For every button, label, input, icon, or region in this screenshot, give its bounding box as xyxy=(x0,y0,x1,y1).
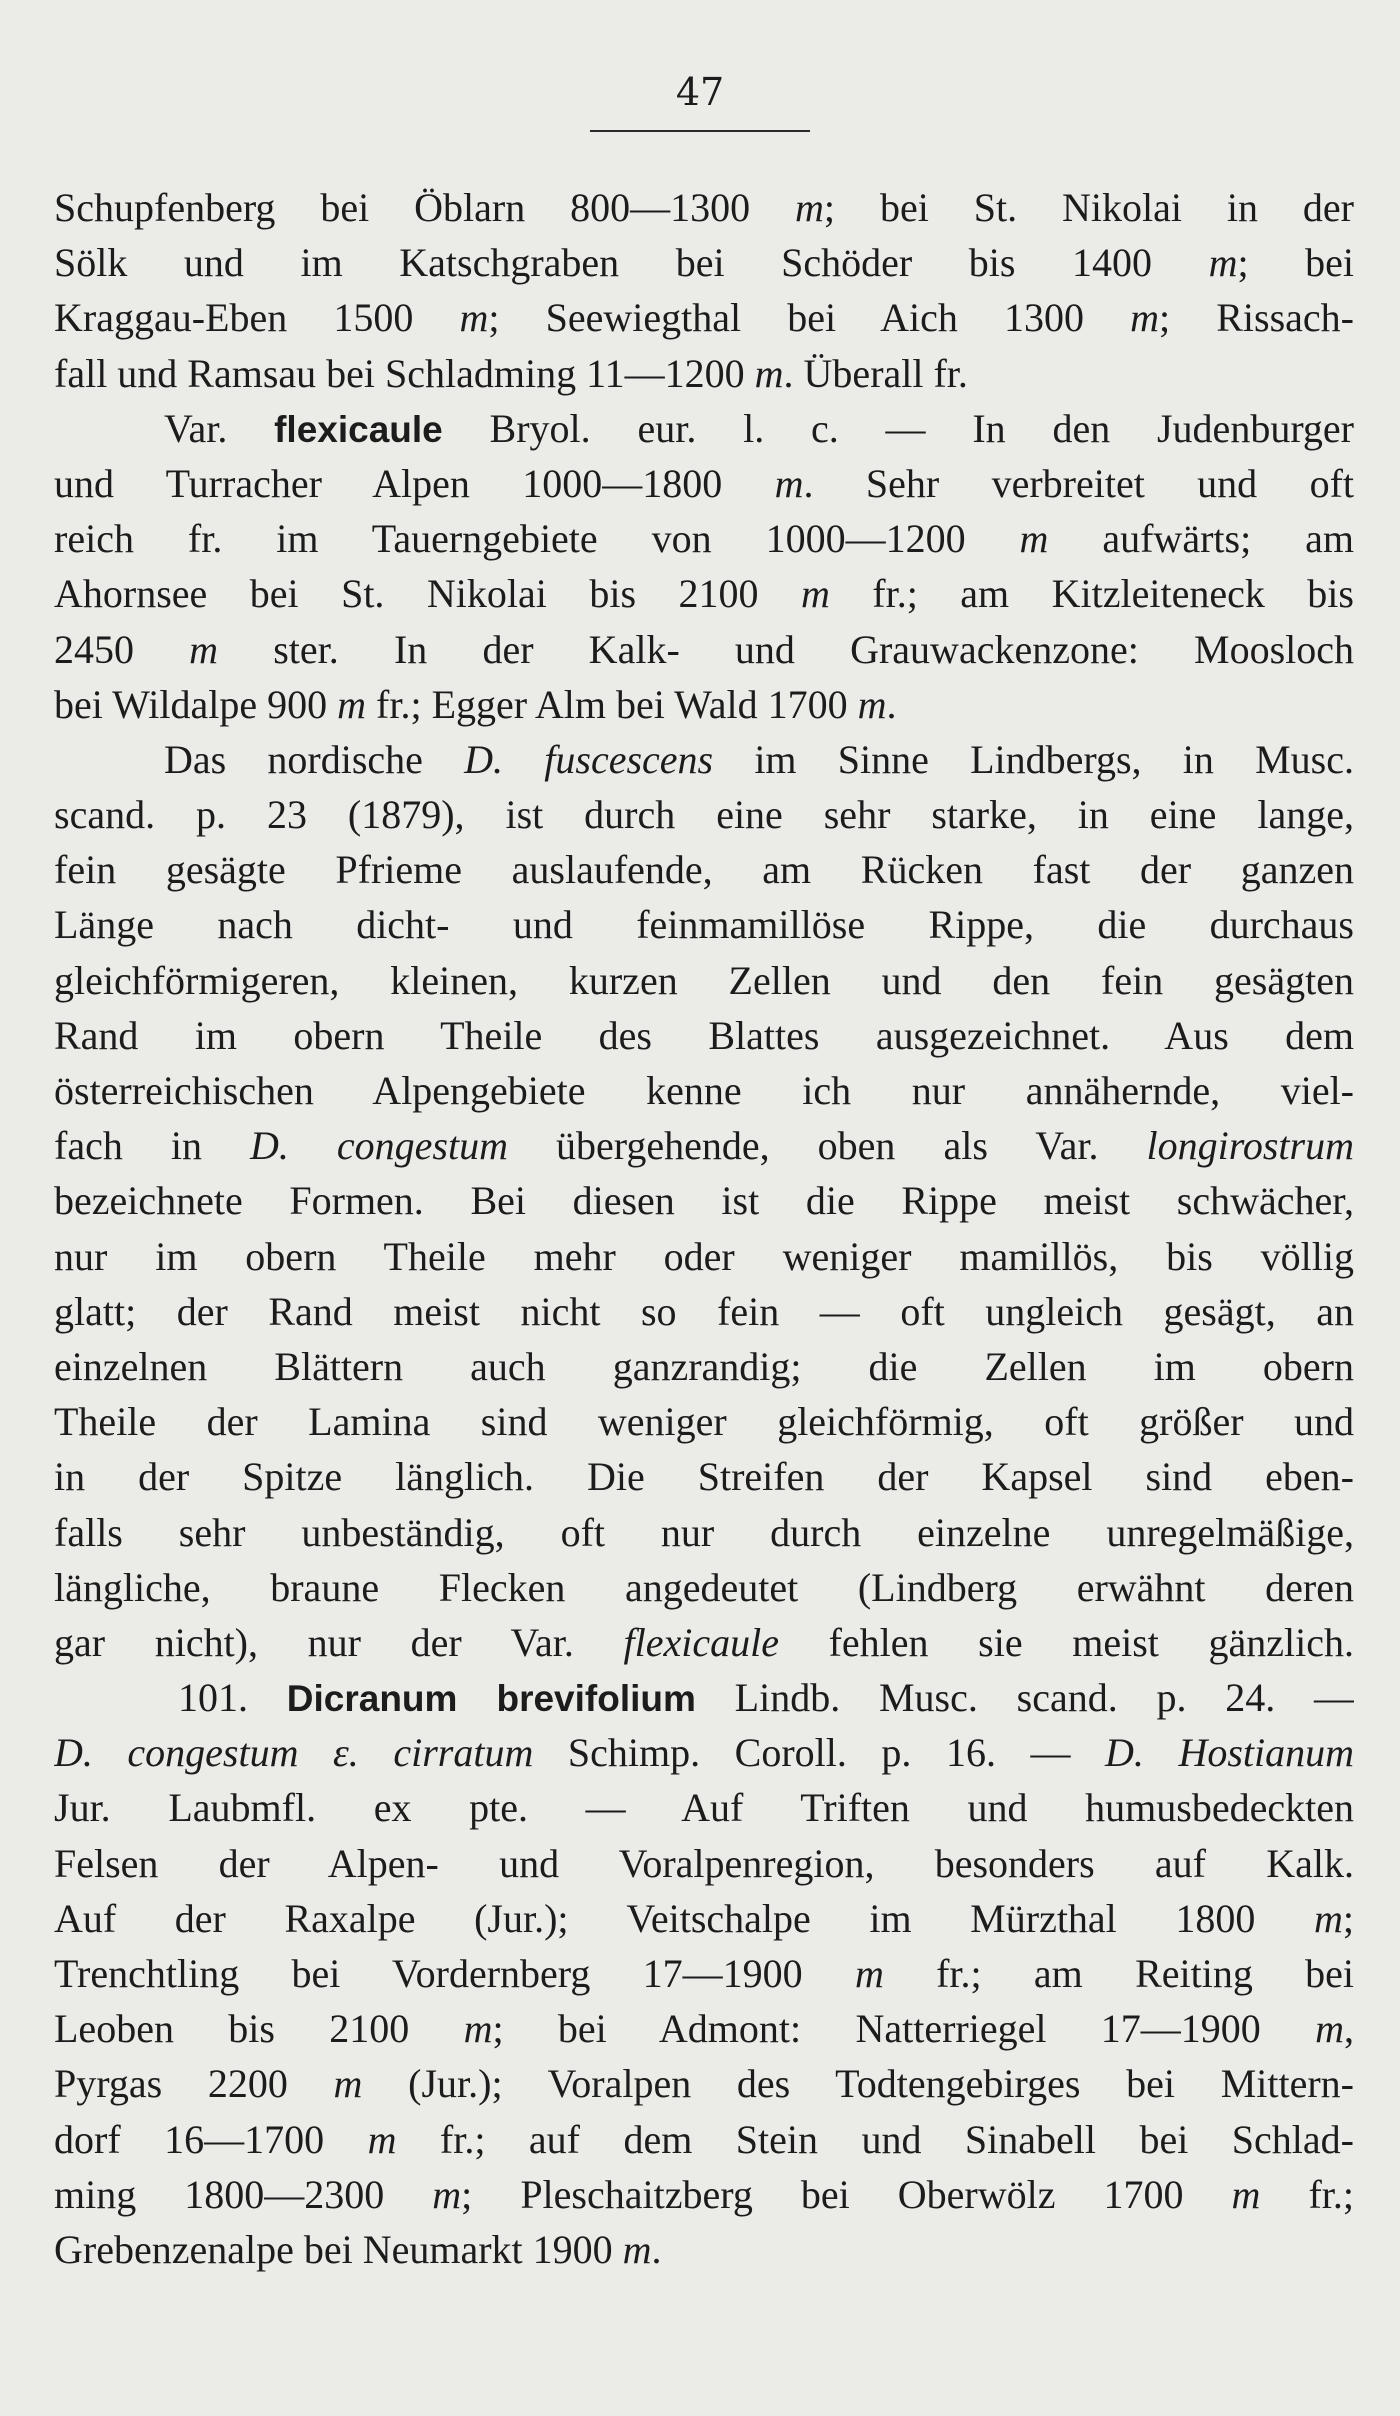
italic-text: flexicaule xyxy=(623,1619,779,1665)
text-segment: . Überall fr. xyxy=(783,350,968,396)
header-rule xyxy=(590,130,810,132)
text-segment: fr.; xyxy=(1260,2171,1354,2217)
text-line xyxy=(54,677,1354,732)
text-line xyxy=(54,1505,1354,1560)
text-line xyxy=(54,511,1354,566)
text-segment: . Sehr verbreitet und oft xyxy=(803,460,1354,506)
text-segment: Schimp. Coroll. p. 16. — xyxy=(533,1730,1106,1776)
text-line xyxy=(54,2222,1354,2277)
text-segment: (Jur.); Voralpen des Todtengebirges bei Mittern- xyxy=(362,2061,1354,2107)
text-segment: fr.; auf dem Stein und Sinabell bei Schlad- xyxy=(396,2116,1354,2162)
text-segment: Länge nach dicht- und feinmamillöse Rippe, die durchaus xyxy=(54,902,1354,948)
text-segment: Schupfenberg bei Öblarn 800—1300 xyxy=(54,185,796,230)
text-line xyxy=(54,235,1354,290)
text-segment: längliche, braune Flecken angedeutet (Lindberg erwähnt deren xyxy=(54,1564,1354,1610)
text-segment: Pyrgas 2200 xyxy=(54,2061,334,2107)
italic-text: m xyxy=(754,350,784,396)
text-segment: bezeichnete Formen. Bei diesen ist die Rippe meist schwächer, xyxy=(54,1178,1354,1224)
text-segment: Sölk und im Katschgraben bei Schöder bis 1400 xyxy=(54,240,1209,286)
text-line xyxy=(54,1836,1354,1891)
italic-text: D. congestum xyxy=(250,1123,508,1169)
text-line xyxy=(54,622,1354,677)
text-segment: Lindb. Musc. scand. p. 24. — xyxy=(695,1675,1354,1721)
text-segment: . xyxy=(886,681,897,727)
text-line xyxy=(54,1670,1354,1725)
italic-text: m xyxy=(1130,295,1159,341)
text-segment: falls sehr unbeständig, oft nur durch einzelne unregelmäßige, xyxy=(54,1509,1354,1555)
text-segment: Jur. Laubmfl. ex pte. — Auf Triften und humusbedeckten xyxy=(54,1785,1354,1831)
text-segment: ; Seewiegthal bei Aich 1300 xyxy=(488,295,1131,341)
text-line xyxy=(54,1946,1354,2001)
text-line xyxy=(54,2167,1354,2222)
text-line xyxy=(54,180,1354,235)
italic-text: D. Hostianum xyxy=(1105,1730,1354,1776)
italic-text: m xyxy=(622,2226,652,2272)
text-line xyxy=(54,1008,1354,1063)
text-segment: und Turracher Alpen 1000—1800 xyxy=(54,460,775,506)
species-name: Dicranum brevifolium xyxy=(286,1678,696,1720)
page-number: 47 xyxy=(675,70,725,114)
text-segment: reich fr. im Tauerngebiete von 1000—1200 xyxy=(54,516,1020,562)
text-segment: nur im obern Theile mehr oder weniger mamillös, bis völlig xyxy=(54,1233,1354,1279)
italic-text: m xyxy=(367,2116,397,2162)
text-line xyxy=(54,456,1354,511)
text-segment: ; bei St. Nikolai in der xyxy=(823,185,1354,230)
text-line xyxy=(54,1780,1354,1835)
text-line xyxy=(54,2001,1354,2056)
text-line xyxy=(54,1394,1354,1449)
text-segment: in der Spitze länglich. Die Streifen der Kapsel sind eben- xyxy=(54,1454,1354,1500)
text-line xyxy=(54,732,1354,787)
text-segment: fehlen sie meist gänzlich. xyxy=(778,1619,1354,1665)
italic-text: m xyxy=(463,2006,493,2052)
italic-text: m xyxy=(1315,2006,1344,2052)
text-segment: glatt; der Rand meist nicht so fein — oft ungleich gesägt, an xyxy=(54,1288,1354,1334)
text-line xyxy=(54,787,1354,842)
italic-text: m xyxy=(1208,240,1238,286)
italic-text: D. fuscescens xyxy=(464,736,714,782)
text-line xyxy=(54,290,1354,345)
text-segment: ster. In der Kalk- und Grauwackenzone: Moosloch xyxy=(218,626,1354,672)
italic-text: m xyxy=(432,2171,462,2217)
text-line xyxy=(54,1891,1354,1946)
text-segment: Bryol. eur. l. c. — In den Judenburger xyxy=(442,405,1354,451)
text-line xyxy=(54,897,1354,952)
text-segment: Leoben bis 2100 xyxy=(54,2006,464,2052)
text-line xyxy=(54,401,1354,456)
text-segment: Trenchtling bei Vordernberg 17—1900 xyxy=(54,1951,855,1996)
italic-text: m xyxy=(795,185,824,230)
text-segment: ; xyxy=(1342,1895,1354,1941)
text-segment: dorf 16—1700 xyxy=(54,2116,368,2162)
italic-text: m xyxy=(333,2061,363,2107)
italic-text: m xyxy=(459,295,489,341)
text-segment: scand. p. 23 (1879), ist durch eine sehr starke, in eine lange, xyxy=(54,792,1354,838)
text-segment: 2450 xyxy=(54,626,190,672)
text-line xyxy=(54,346,1354,401)
body-text xyxy=(54,180,1354,2277)
text-line xyxy=(54,1229,1354,1284)
text-segment: bei Wildalpe 900 xyxy=(54,681,338,727)
text-segment: Das nordische xyxy=(164,736,465,782)
text-segment: Rand im obern Theile des Blattes ausgezeichnet. Aus dem xyxy=(54,1012,1354,1058)
italic-text: m xyxy=(1313,1895,1343,1941)
text-segment: Grebenzenalpe bei Neumarkt 1900 xyxy=(54,2226,623,2272)
text-segment: gar nicht), nur der Var. xyxy=(54,1619,624,1665)
text-segment: fr.; am Reiting bei xyxy=(883,1951,1354,1996)
text-line xyxy=(54,1118,1354,1173)
text-segment: fach in xyxy=(54,1123,250,1169)
italic-text: m xyxy=(774,460,804,506)
text-segment: aufwärts; am xyxy=(1048,516,1354,562)
text-segment: fr.; am Kitzleiteneck bis xyxy=(829,571,1354,617)
text-segment: . xyxy=(651,2226,662,2272)
text-line xyxy=(54,566,1354,621)
text-line xyxy=(54,1339,1354,1394)
text-line xyxy=(54,1560,1354,1615)
italic-text: m xyxy=(337,681,367,727)
text-segment: einzelnen Blättern auch ganzrandig; die Zellen im obern xyxy=(54,1343,1354,1389)
text-line xyxy=(54,1173,1354,1228)
italic-text: m xyxy=(189,626,219,672)
text-line xyxy=(54,2112,1354,2167)
text-segment: ming 1800—2300 xyxy=(54,2171,433,2217)
text-segment: übergehende, oben als Var. xyxy=(508,1123,1147,1169)
text-line xyxy=(54,842,1354,897)
text-segment: Kraggau-Eben 1500 xyxy=(54,295,460,341)
italic-text: m xyxy=(1231,2171,1261,2217)
text-segment: Auf der Raxalpe (Jur.); Veitschalpe im Mürzthal 1800 xyxy=(54,1895,1314,1941)
text-segment: 101. xyxy=(178,1675,287,1721)
text-segment: Theile der Lamina sind weniger gleichförmig, oft größer und xyxy=(54,1399,1354,1445)
italic-text: m xyxy=(800,571,830,617)
text-line xyxy=(54,1615,1354,1670)
text-segment: gleichförmigeren, kleinen, kurzen Zellen und den fein gesägten xyxy=(54,957,1354,1003)
text-segment: Var. xyxy=(164,405,275,451)
text-line xyxy=(54,1449,1354,1504)
italic-text: longirostrum xyxy=(1146,1123,1354,1169)
text-segment: ; Rissach- xyxy=(1158,295,1354,341)
text-line xyxy=(54,953,1354,1008)
text-segment: österreichischen Alpengebiete kenne ich nur annähernde, viel- xyxy=(54,1068,1354,1113)
text-segment: Ahornsee bei St. Nikolai bis 2100 xyxy=(54,571,801,617)
text-line xyxy=(54,1725,1354,1780)
text-line xyxy=(54,1063,1354,1118)
italic-text: D. congestum ε. cirratum xyxy=(54,1730,534,1776)
text-segment: fein gesägte Pfrieme auslaufende, am Rücken fast der ganzen xyxy=(54,847,1354,893)
text-segment: ; bei xyxy=(1237,240,1354,286)
text-segment: fr.; Egger Alm bei Wald 1700 xyxy=(366,681,858,727)
italic-text: m xyxy=(1019,516,1049,562)
text-segment: ; Pleschaitzberg bei Oberwölz 1700 xyxy=(461,2171,1232,2217)
text-segment: Felsen der Alpen- und Voralpenregion, besonders auf Kalk. xyxy=(54,1840,1354,1886)
text-segment: im Sinne Lindbergs, in Musc. xyxy=(713,736,1354,782)
text-line xyxy=(54,1284,1354,1339)
italic-text: m xyxy=(857,681,887,727)
italic-text: m xyxy=(854,1951,884,1996)
text-segment: ; bei Admont: Natterriegel 17—1900 xyxy=(492,2006,1316,2052)
species-name: flexicaule xyxy=(274,408,443,450)
text-line xyxy=(54,2056,1354,2111)
text-segment: , xyxy=(1344,2006,1354,2052)
text-segment: fall und Ramsau bei Schladming 11—1200 xyxy=(54,350,755,396)
